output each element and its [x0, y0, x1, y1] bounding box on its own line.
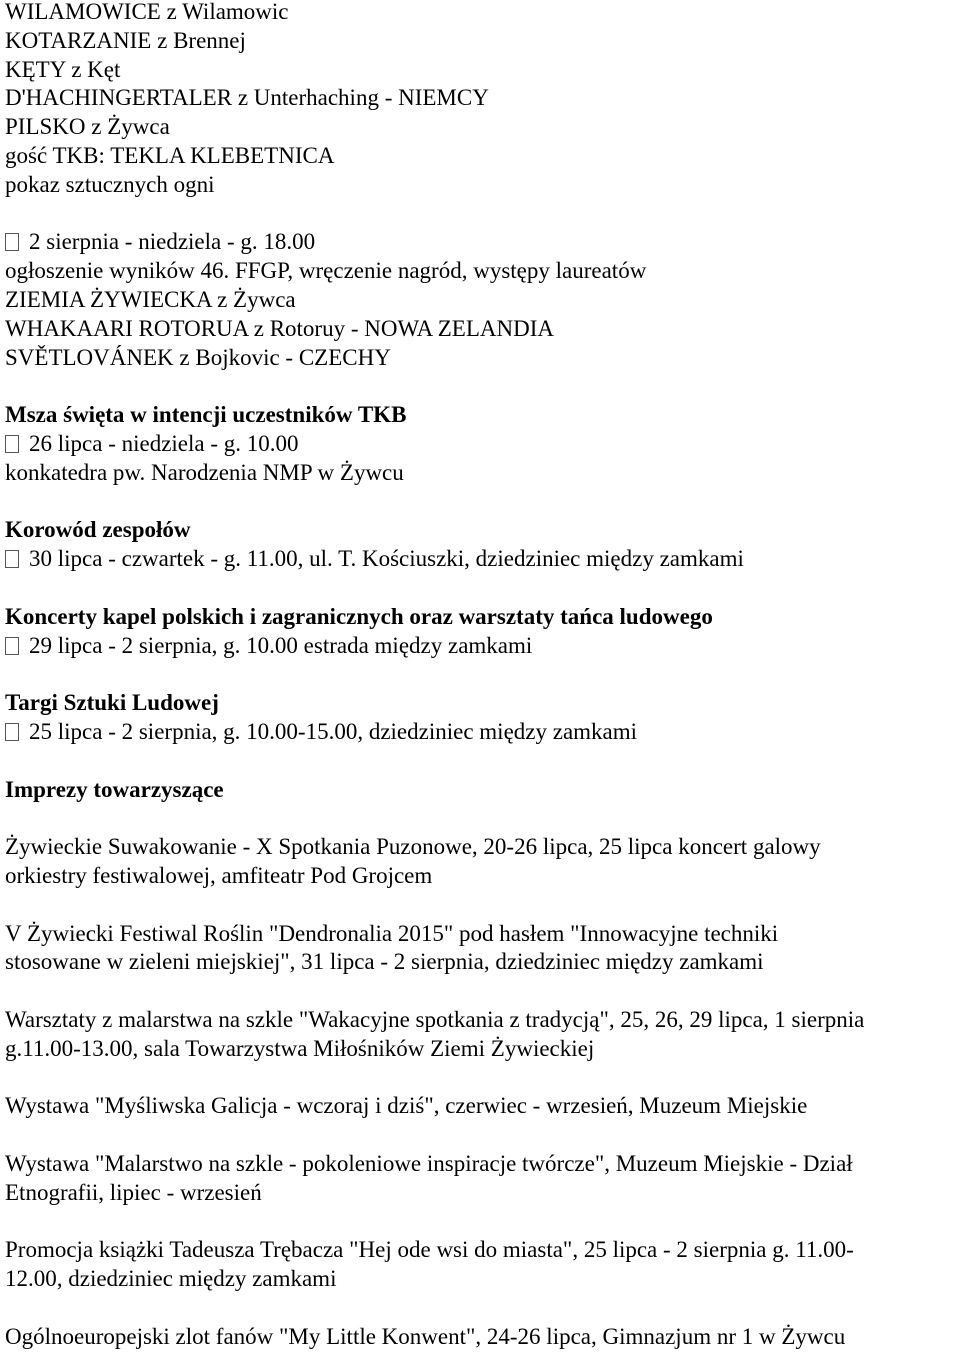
event-title: Msza święta w intencji uczestników TKB [5, 402, 407, 428]
accompanying-item-line: Wystawa "Malarstwo na szkle - pokoleniowe inspiracje twórcze", Muzeum Miejskie - Dział [5, 1150, 853, 1176]
spacer [5, 1294, 957, 1323]
accompanying-item-line: Promocja książki Tadeusza Trębacza "Hej ode wsi do miasta", 25 lipca - 2 sierpnia g. 11.00- [5, 1237, 854, 1263]
program-line: WHAKAARI ROTORUA z Rotoruy - NOWA ZELANDIA [5, 315, 554, 341]
spacer [5, 1063, 957, 1092]
event-date-line [5, 228, 957, 257]
spacer [5, 372, 957, 401]
program-line: ZIEMIA ŻYWIECKA z Żywca [5, 286, 296, 312]
spacer [5, 1207, 957, 1236]
bullet-box-icon [5, 550, 19, 568]
accompanying-item-line: Warsztaty z malarstwa na szkle "Wakacyjne spotkania z tradycją", 25, 26, 29 lipca, 1 sierpnia [5, 1006, 865, 1032]
accompanying-item-line: V Żywiecki Festiwal Roślin "Dendronalia 2015" pod hasłem "Innowacyjne techniki [5, 920, 779, 946]
bullet-box-icon [5, 233, 19, 251]
spacer [5, 747, 957, 776]
accompanying-item-line: Ogólnoeuropejski zlot fanów "My Little Konwent", 24-26 lipca, Gimnazjum nr 1 w Żywcu [5, 1323, 846, 1349]
event-date-line [5, 718, 957, 747]
event-date-line [5, 545, 957, 574]
program-line: SVĚTLOVÁNEK z Bojkovic - CZECHY [5, 344, 391, 370]
accompanying-item-line: g.11.00-13.00, sala Towarzystwa Miłośników Ziemi Żywieckiej [5, 1035, 595, 1061]
bullet-box-icon [5, 637, 19, 655]
accompanying-item-line: stosowane w zieleni miejskiej", 31 lipca - 2 sierpnia, dziedziniec między zamkami [5, 949, 764, 975]
program-line: PILSKO z Żywca [5, 114, 170, 140]
event-date-line [5, 632, 957, 661]
program-line: KĘTY z Kęt [5, 56, 121, 82]
program-line: WILAMOWICE z Wilamowic [5, 0, 289, 24]
section-heading: Imprezy towarzyszące [5, 776, 224, 802]
event-date: 30 lipca - czwartek - g. 11.00, ul. T. Kościuszki, dziedziniec między zamkami [29, 546, 744, 572]
spacer [5, 660, 957, 689]
program-line: KOTARZANIE z Brennej [5, 27, 246, 53]
event-date: 29 lipca - 2 sierpnia, g. 10.00 estrada między zamkami [29, 632, 533, 658]
accompanying-item-line: Etnografii, lipiec - wrzesień [5, 1179, 262, 1205]
bullet-box-icon [5, 723, 19, 741]
document-body [5, 0, 957, 1351]
spacer [5, 977, 957, 1006]
event-date: 25 lipca - 2 sierpnia, g. 10.00-15.00, dziedziniec między zamkami [29, 718, 638, 744]
accompanying-item-line: orkiestry festiwalowej, amfiteatr Pod Grojcem [5, 862, 433, 888]
program-line: gość TKB: TEKLA KLEBETNICA [5, 142, 335, 168]
spacer [5, 488, 957, 517]
spacer [5, 1121, 957, 1150]
event-date-line [5, 430, 957, 459]
spacer [5, 804, 957, 833]
accompanying-item-line: Żywieckie Suwakowanie - X Spotkania Puzonowe, 20-26 lipca, 25 lipca koncert galowy [5, 834, 821, 860]
program-line: ogłoszenie wyników 46. FFGP, wręczenie nagród, występy laureatów [5, 258, 647, 284]
event-date: 26 lipca - niedziela - g. 10.00 [29, 430, 299, 456]
event-place: konkatedra pw. Narodzenia NMP w Żywcu [5, 459, 404, 485]
bullet-box-icon [5, 435, 19, 453]
accompanying-item-line: Wystawa "Myśliwska Galicja - wczoraj i dziś", czerwiec - wrzesień, Muzeum Miejskie [5, 1093, 808, 1119]
event-title: Targi Sztuki Ludowej [5, 690, 219, 716]
event-title: Koncerty kapel polskich i zagranicznych oraz warsztaty tańca ludowego [5, 603, 713, 629]
spacer [5, 891, 957, 920]
program-line: D'HACHINGERTALER z Unterhaching - NIEMCY [5, 85, 489, 111]
accompanying-item-line: 12.00, dziedziniec między zamkami [5, 1266, 337, 1292]
spacer [5, 574, 957, 603]
spacer [5, 200, 957, 229]
event-date: 2 sierpnia - niedziela - g. 18.00 [29, 229, 316, 255]
program-line: pokaz sztucznych ogni [5, 171, 215, 197]
event-title: Korowód zespołów [5, 517, 191, 543]
